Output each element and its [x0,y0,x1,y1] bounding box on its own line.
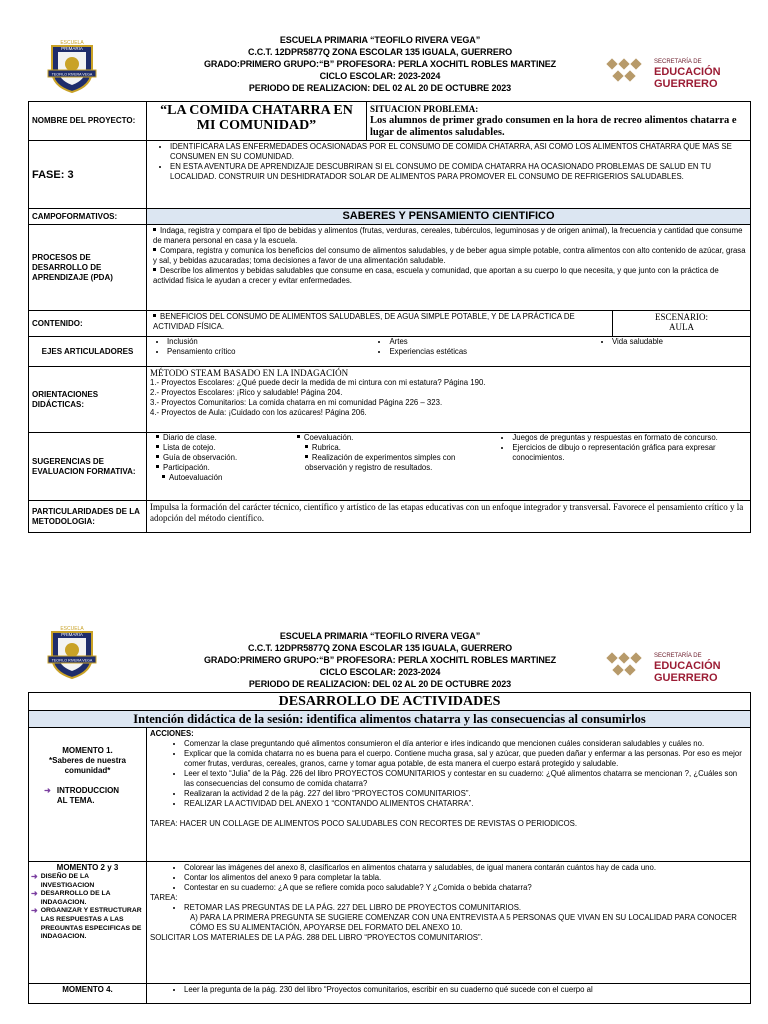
svg-text:SECRETARÍA DE: SECRETARÍA DE [654,59,702,65]
orient-label: ORIENTACIONES DIDÁCTICAS: [29,367,147,433]
accion-item: • Explicar que la comida chatarra no es buena para el cuerpo. Contiene mucha grasa, sal y azúcar, que pueden dañar y enfermar a las personas. Por eso es mejor comer frutas, verduras, cereales, granos, carne y tomar agua potable, de esta manera el cuerpo estará protegido y saludable. [184,749,747,769]
sug-cell [147,433,751,501]
fase-label: FASE: 3 [29,141,147,209]
periodo-line: PERIODO DE REALIZACION: DEL 02 AL 20 DE OCTUBRE 2023 [248,83,512,93]
accion-item: • Leer la pregunta de la pág. 230 del libro “Proyectos comunitarios, escribir en su cuaderno qué sucede con el cuerpo al [184,985,747,995]
fase-cell [147,141,751,209]
svg-text:SECRETARÍA DE: SECRETARÍA DE [654,653,702,659]
svg-text:TEOFILO RIVERA VEGA: TEOFILO RIVERA VEGA [51,658,93,663]
momento-4-title: MOMENTO 4. [29,984,147,1004]
accion-item: • Contar los alimentos del anexo 9 para completar la tabla. [184,873,747,883]
momento-1-cell [29,728,147,862]
activities-page [0,620,768,1024]
sep-guerrero-logo [604,646,754,686]
eje-item: • Vida saludable [612,337,750,347]
activities-title: DESARROLLO DE ACTIVIDADES [29,693,751,711]
page-header [0,0,768,100]
arrow-bullet-icon: ➜ [31,889,38,899]
sug-item: Participación. [156,463,291,473]
escenario-cell [613,311,751,337]
page-header [0,620,768,692]
sug-item: • Ejercicios de dibujo o representación gráfica para expresar conocimientos. [512,443,747,463]
momento-23-tarea: TAREA: [150,893,178,902]
svg-text:PRIMARIA: PRIMARIA [61,632,83,637]
pda-item: Describe los alimentos y bebidas saludables que consume en casa, escuela y comunidad, que aportan a su cuerpo lo que necesita, y que junto con la práctica de actividad física le ayudan a crecer y evitar enfermedades. [153,266,719,285]
sug-item: Diario de clase. [156,433,291,443]
periodo-line: PERIODO DE REALIZACION: DEL 02 AL 20 DE OCTUBRE 2023 [248,679,512,689]
sug-item: Autoevaluación [156,473,291,483]
situacion-cell [367,102,751,141]
fase-item: • EN ESTA AVENTURA DE APRENDIZAJE DESCUBRIRAN SI EL CONSUMO DE COMIDA CHATARRA HA OCASIONADO PROBLEMAS DE SALUD EN TU LOCALIDAD. CONSTRUIR UN DESHIDRATADOR SOLAR DE ALIMENTOS PARA PROMOVER EL CONSUMO DE REFRIGERIOS SALUDABLES. [170,162,747,182]
momento-4-content [147,984,751,1004]
grado-line: GRADO:PRIMERO GRUPO:“B” PROFESORA: PERLA XOCHITL ROBLES MARTINEZ [203,59,557,69]
contenido-value: BENEFICIOS DEL CONSUMO DE ALIMENTOS SALUDABLES, DE AGUA SIMPLE POTABLE, Y DE LA PRÁCTICA DE ACTIVIDAD FÍSICA. [153,312,575,331]
momento-23-step: ➜ DISEÑO DE LA INVESTIGACION [31,872,95,889]
header-text [180,630,580,690]
sug-item: Realización de experimentos simples con observación y registro de resultados. [304,453,456,472]
school-name: ESCUELA PRIMARIA “TEOFILO RIVERA VEGA” [279,35,481,45]
accion-item: • Comenzar la clase preguntando qué alimentos consumieron el día anterior e irles indicando que mencionen cuáles consideran saludables y cuáles no. [184,739,747,749]
accion-item: • Realizaran la actividad 2 de la pág. 227 del libro “PROYECTOS COMUNITARIOS”. [184,789,747,799]
acciones-label: ACCIONES: [150,729,194,738]
momento-23-content [147,862,751,984]
eje-item: • Artes [389,337,591,347]
arrow-bullet-icon: ➜ [31,872,38,881]
momento-23-step: ➜ ORGANIZAR Y ESTRUCTURAR LAS RESPUESTAS A LAS PREGUNTAS ESPECIFICAS DE INDAGACION. [31,906,142,941]
school-name: ESCUELA PRIMARIA “TEOFILO RIVERA VEGA” [279,631,481,641]
campo-label: CAMPOFORMATIVOS: [29,209,147,225]
pda-cell [147,225,751,311]
svg-text:EDUCACIÓN: EDUCACIÓN [654,66,721,78]
pda-item: Compara, registra y comunica los beneficios del consumo de alimentos saludables, y de beber agua simple potable, contra alimentos con alto contenido de azúcar, grasa y sal, y bebidas azucaradas; toma decisiones a favor de una alimentación saludable. [153,246,746,265]
plan-table [28,101,751,533]
momento-1-content [147,728,751,862]
school-shield-logo [46,622,98,680]
svg-text:ESCUELA: ESCUELA [60,626,84,632]
eje-item: • Inclusión [167,337,369,347]
momento-1-title: MOMENTO 1. [62,746,113,755]
pregunta-a: A) PARA LA PRIMERA PREGUNTA SE SUGIERE COMENZAR CON UNA ENTREVISTA A 5 PERSONAS QUE VIVAN EN SU LOCALIDAD PARA CONOCER CÓMO ES SU ALIMENTACIÓN, APOYARSE DEL FORMATO DEL ANEXO 10. [190,913,737,932]
sug-item: Rubrica. [297,443,494,453]
header-text [180,34,580,94]
contenido-value-cell [147,311,613,337]
part-label: PARTICULARIDADES DE LA METODOLOGIA: [29,501,147,533]
situacion-value: Los alumnos de primer grado consumen en la hora de recreo alimentos chatarra e lugar de alimentos saludables. [370,115,737,138]
ejes-label: EJES ARTICULADORES [29,337,147,367]
part-value: Impulsa la formación del carácter técnico, científico y artístico de las etapas educativas con un enfoque integrador y transversal. Favorece el pensamiento crítico y la adopción del método científico. [147,501,751,533]
situacion-label: SITUACION PROBLEMA: [370,104,479,114]
orient-cell [147,367,751,433]
arrow-bullet-icon: ➜ [44,786,51,795]
svg-text:ESCUELA: ESCUELA [60,40,84,46]
momento-23-step: ➜ DESARROLLO DE LA INDAGACION. [31,889,111,906]
pda-label: PROCESOS DE DESARROLLO DE APRENDIZAJE (PDA) [29,225,147,311]
accion-item: • REALIZAR LA ACTIVIDAD DEL ANEXO 1 “CONTANDO ALIMENTOS CHATARRA”. [184,799,747,809]
momento-23-title: MOMENTO 2 y 3 [56,863,119,872]
eje-item: • Experiencias estéticas [389,347,591,357]
svg-text:EDUCACIÓN: EDUCACIÓN [654,660,721,672]
solicitar-materiales: SOLICITAR LOS MATERIALES DE LA PÁG. 288 DEL LIBRO “PROYECTOS COMUNITARIOS”. [150,933,483,942]
momento-23-cell [29,862,147,984]
grado-line: GRADO:PRIMERO GRUPO:“B” PROFESORA: PERLA XOCHITL ROBLES MARTINEZ [203,655,557,665]
orient-title: MÉTODO STEAM BASADO EN LA INDAGACIÓN [150,368,349,378]
svg-text:TEOFILO RIVERA VEGA: TEOFILO RIVERA VEGA [51,72,93,77]
cct-line: C.C.T. 12DPR5877Q ZONA ESCOLAR 135 IGUALA, GUERRERO [247,47,513,57]
sep-guerrero-logo [604,52,754,92]
cct-line: C.C.T. 12DPR5877Q ZONA ESCOLAR 135 IGUALA, GUERRERO [247,643,513,653]
momento-1-intro: ➜ INTRODUCCION AL TEMA. [44,786,120,805]
eje-item: • Pensamiento crítico [167,347,369,357]
momento-1-subtitle: *Saberes de nuestra comunidad* [49,756,126,775]
accion-item: • Colorear las imágenes del anexo 8, clasificarlos en alimentos chatarra y saludables, de igual manera contarán cuántos hay de cada uno. [184,863,747,873]
orient-item: 3.- Proyectos Comunitarios: La comida chatarra en mi comunidad Página 226 – 323. [150,398,443,407]
svg-text:GUERRERO: GUERRERO [654,672,718,684]
campo-value: SABERES Y PENSAMIENTO CIENTIFICO [147,209,751,225]
orient-item: 1.- Proyectos Escolares: ¿Qué puede decir la medida de mi cintura con mi estatura? Página 190. [150,378,486,387]
sug-item: Lista de cotejo. [156,443,291,453]
escenario-label: ESCENARIO: [655,312,709,322]
arrow-bullet-icon: ➜ [31,906,38,916]
sug-item: Coevaluación. [297,433,494,443]
retomar-item: • RETOMAR LAS PREGUNTAS DE LA PÁG. 227 DEL LIBRO DE PROYECTOS COMUNITARIOS. [184,903,747,913]
pda-item: Indaga, registra y compara el tipo de bebidas y alimentos (frutas, verduras, cereales, tubérculos, leguminosas y de origen animal), la frecuencia y cantidad que consume de manera personal en casa y la escuela. [153,226,743,245]
activities-table [28,692,751,1004]
escenario-value: AULA [669,322,694,332]
nombre-label: NOMBRE DEL PROYECTO: [29,102,147,141]
orient-item: 2.- Proyectos Escolares: ¡Rico y saludable! Página 204. [150,388,343,397]
intencion-didactica: Intención didáctica de la sesión: identifica alimentos chatarra y las consecuencias al consumirlos [29,711,751,728]
ejes-cell [147,337,751,367]
nombre-value: “LA COMIDA CHATARRA EN MI COMUNIDAD” [147,102,367,141]
fase-item: • IDENTIFICARA LAS ENFERMEDADES OCASIONADAS POR EL CONSUMO DE COMIDA CHATARRA, ASI COMO LOS ALIMENTOS CHATARRA QUE MAS SE CONSUMEN EN SU COMUNIDAD. [170,142,747,162]
contenido-label: CONTENIDO: [29,311,147,337]
svg-text:PRIMARIA: PRIMARIA [61,46,83,51]
accion-item: • Leer el texto “Julia” de la Pág. 226 del libro PROYECTOS COMUNITARIOS y contestar en su cuaderno: ¿Qué alimentos chatarra se mencionan ?, ¿Cuáles son las consecuencias del consumo de comida chatarra? [184,769,747,789]
momento-1-tarea: TAREA: HACER UN COLLAGE DE ALIMENTOS POCO SALUDABLES CON RECORTES DE REVISTAS O PERIODICOS. [150,819,578,828]
sug-item: Guía de observación. [156,453,291,463]
orient-item: 4.- Proyectos de Aula: ¡Cuidado con los azúcares! Página 206. [150,408,367,417]
sug-item: • Juegos de preguntas y respuestas en formato de concurso. [512,433,747,443]
accion-item: • Contestar en su cuaderno: ¿A que se refiere comida poco saludable? Y ¿Comida o bebida chatarra? [184,883,747,893]
svg-text:GUERRERO: GUERRERO [654,78,718,90]
ciclo-line: CICLO ESCOLAR: 2023-2024 [319,667,441,677]
sug-label: SUGERENCIAS DE EVALUACION FORMATIVA: [29,433,147,501]
school-shield-logo [46,36,98,94]
ciclo-line: CICLO ESCOLAR: 2023-2024 [319,71,441,81]
